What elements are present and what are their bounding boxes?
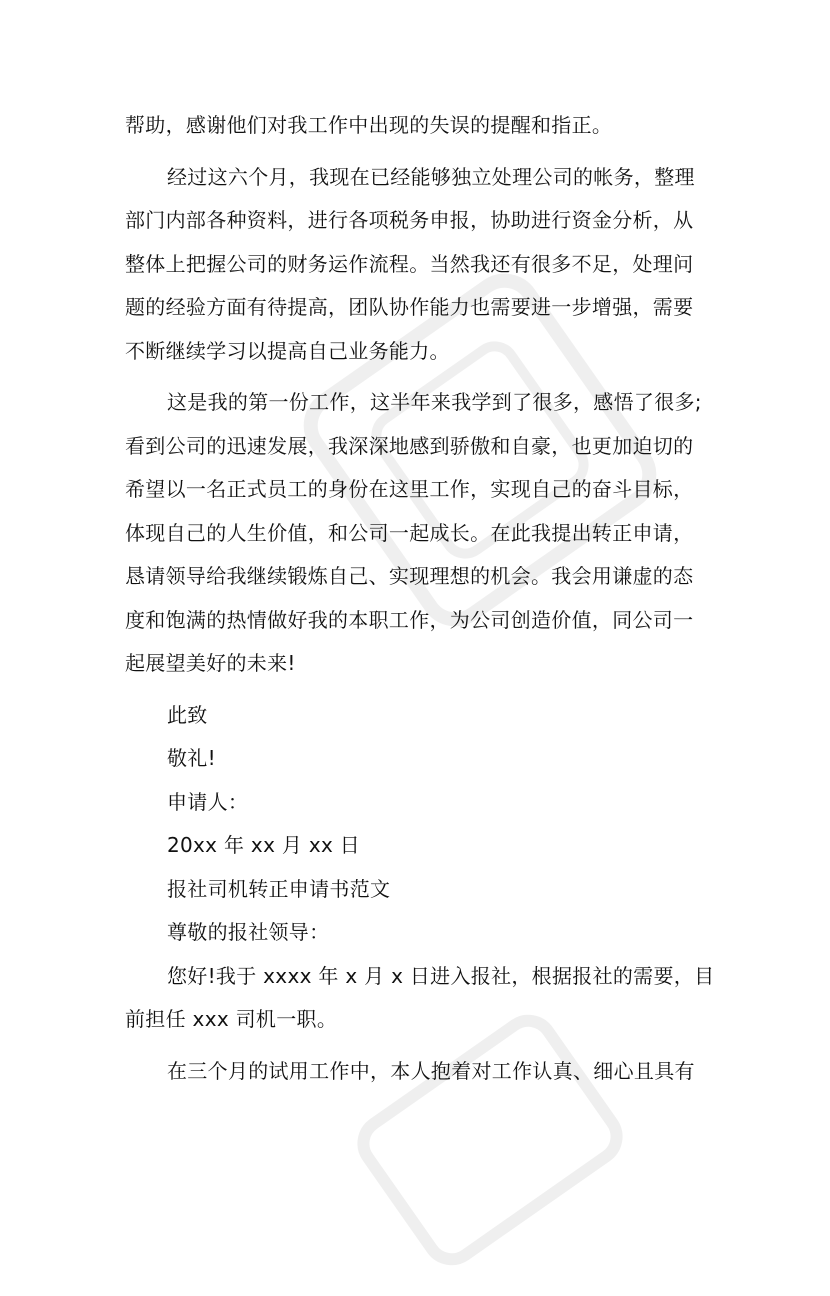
text-line: 不断继续学习以提高自己业务能力。 bbox=[125, 338, 450, 363]
paragraph-4 bbox=[125, 955, 715, 1042]
salute-line bbox=[125, 737, 715, 781]
paragraph-2 bbox=[125, 156, 715, 374]
paragraph-5 bbox=[125, 1050, 715, 1094]
text-line: 帮助，感谢他们对我工作中出现的失误的提醒和指正。 bbox=[125, 113, 613, 137]
text-line: 度和饱满的热情做好我的本职工作，为公司创造价值，同公司一 bbox=[125, 607, 694, 632]
text-line: 起展望美好的未来! bbox=[125, 651, 296, 675]
date-line bbox=[125, 824, 715, 868]
text-line: 整体上把握公司的财务运作流程。当然我还有很多不足，处理问 bbox=[125, 251, 694, 276]
paragraph-3 bbox=[125, 381, 715, 686]
text-line: 部门内部各种资料，进行各项税务申报，协助进行资金分析，从 bbox=[125, 208, 694, 232]
text-line: 在三个月的试用工作中，本人抱着对工作认真、细心且具有 bbox=[167, 1058, 695, 1083]
text-line: 题的经验方面有待提高，团队协作能力也需要进一步增强，需要 bbox=[125, 295, 694, 319]
text-line: 您好!我于 xxxx 年 x 月 x 日进入报社，根据报社的需要，目 bbox=[167, 963, 715, 988]
applicant-label: 申请人： bbox=[167, 789, 249, 814]
section-title: 报社司机转正申请书范文 bbox=[167, 876, 391, 901]
text-line: 希望以一名正式员工的身份在这里工作，实现自己的奋斗目标， bbox=[125, 477, 694, 501]
paragraph-1 bbox=[125, 104, 715, 148]
section-title-line bbox=[125, 868, 715, 912]
greeting-text: 尊敬的报社领导： bbox=[167, 920, 330, 944]
date-text: 20xx 年 xx 月 xx 日 bbox=[167, 833, 361, 857]
text-line: 经过这六个月，我现在已经能够独立处理公司的帐务，整理 bbox=[167, 164, 695, 189]
document-body bbox=[125, 104, 715, 1093]
applicant-line bbox=[125, 781, 715, 825]
text-line: 恳请领导给我继续锻炼自己、实现理想的机会。我会用谦虚的态 bbox=[125, 564, 694, 588]
salute-text: 敬礼! bbox=[167, 746, 216, 770]
text-line: 看到公司的迅速发展，我深深地感到骄傲和自豪，也更加迫切的 bbox=[125, 433, 694, 458]
greeting-line bbox=[125, 911, 715, 955]
text-line: 体现自己的人生价值，和公司一起成长。在此我提出转正申请， bbox=[125, 520, 694, 545]
text-line: 前担任 xxx 司机一职。 bbox=[125, 1007, 338, 1031]
text-line: 这是我的第一份工作，这半年来我学到了很多，感悟了很多; bbox=[167, 390, 702, 414]
closing-line bbox=[125, 694, 715, 738]
closing-text: 此致 bbox=[167, 702, 208, 727]
